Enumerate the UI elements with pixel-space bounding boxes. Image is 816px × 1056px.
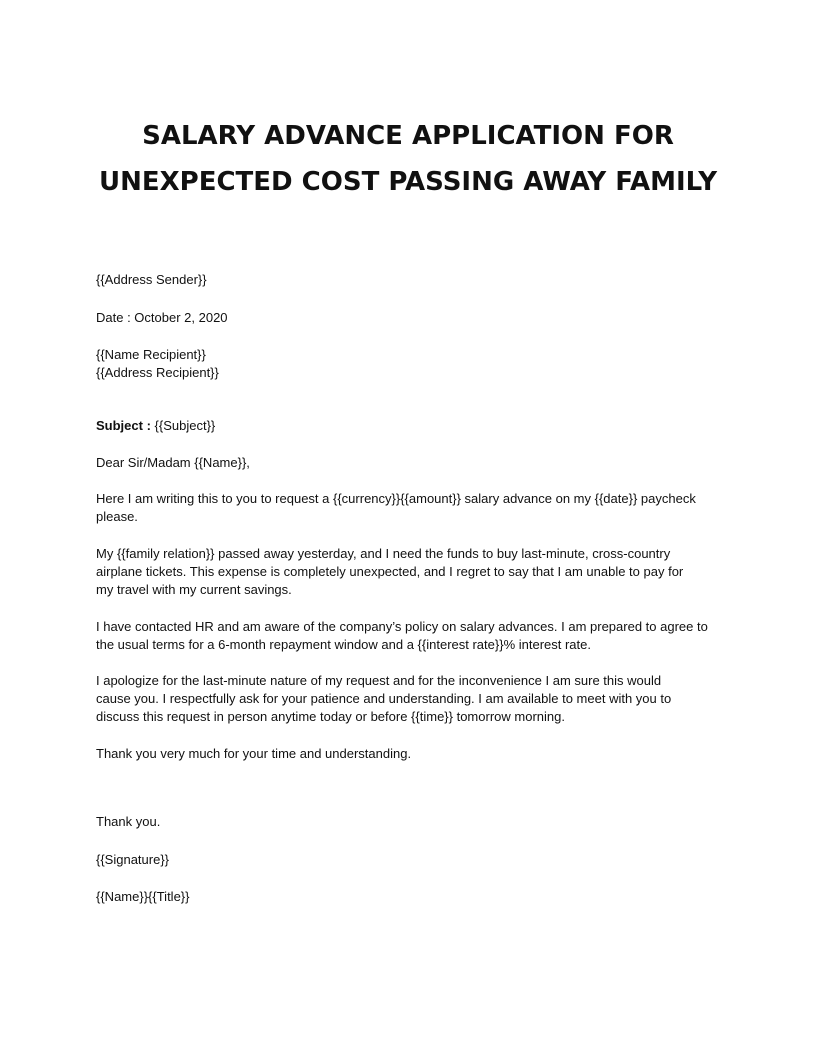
paragraph-line: Here I am writing this to you to request a {{currency}}{{amount}} salary advance on my {{date}} paycheck [96,491,696,506]
paragraph-line: cause you. I respectfully ask for your patience and understanding. I am available to meet with you to [96,691,672,706]
thanks-line: Thank you very much for your time and understanding. [96,746,412,761]
subject-value: {{Subject}} [150,418,216,433]
paragraph-line: I have contacted HR and am aware of the company’s policy on salary advances. I am prepared to agree to [96,619,708,634]
paragraph-line: discuss this request in person anytime today or before {{time}} tomorrow morning. [96,709,565,724]
title-line-2: UNEXPECTED COST PASSING AWAY FAMILY [98,167,718,197]
paragraph-request [96,490,736,526]
subject-label: Subject : [96,418,151,433]
recipient-address: {{Address Recipient}} [96,365,219,380]
paragraph-line: I apologize for the last-minute nature of my request and for the inconvenience I am sure this would [96,673,662,688]
document-title [60,113,756,205]
recipient-name: {{Name Recipient}} [96,347,206,362]
paragraph-line: please. [96,509,138,524]
salutation: Dear Sir/Madam {{Name}}, [96,455,250,470]
paragraph-line: airplane tickets. This expense is completely unexpected, and I regret to say that I am unable to pay for [96,564,684,579]
name-title: {{Name}}{{Title}} [96,889,190,904]
paragraph-line: My {{family relation}} passed away yesterday, and I need the funds to buy last-minute, cross-country [96,546,671,561]
signature: {{Signature}} [96,852,170,867]
sender-address: {{Address Sender}} [96,272,207,287]
subject-line [96,417,736,435]
paragraph-line: my travel with my current savings. [96,582,292,597]
paragraph-reason [96,545,736,599]
closing: Thank you. [96,814,161,829]
recipient-block [96,346,736,382]
title-line-1: SALARY ADVANCE APPLICATION FOR [142,121,674,151]
paragraph-apology [96,672,736,726]
letter-date: Date : October 2, 2020 [96,310,228,325]
paragraph-policy [96,618,736,654]
paragraph-line: the usual terms for a 6-month repayment window and a {{interest rate}}% interest rate. [96,637,591,652]
